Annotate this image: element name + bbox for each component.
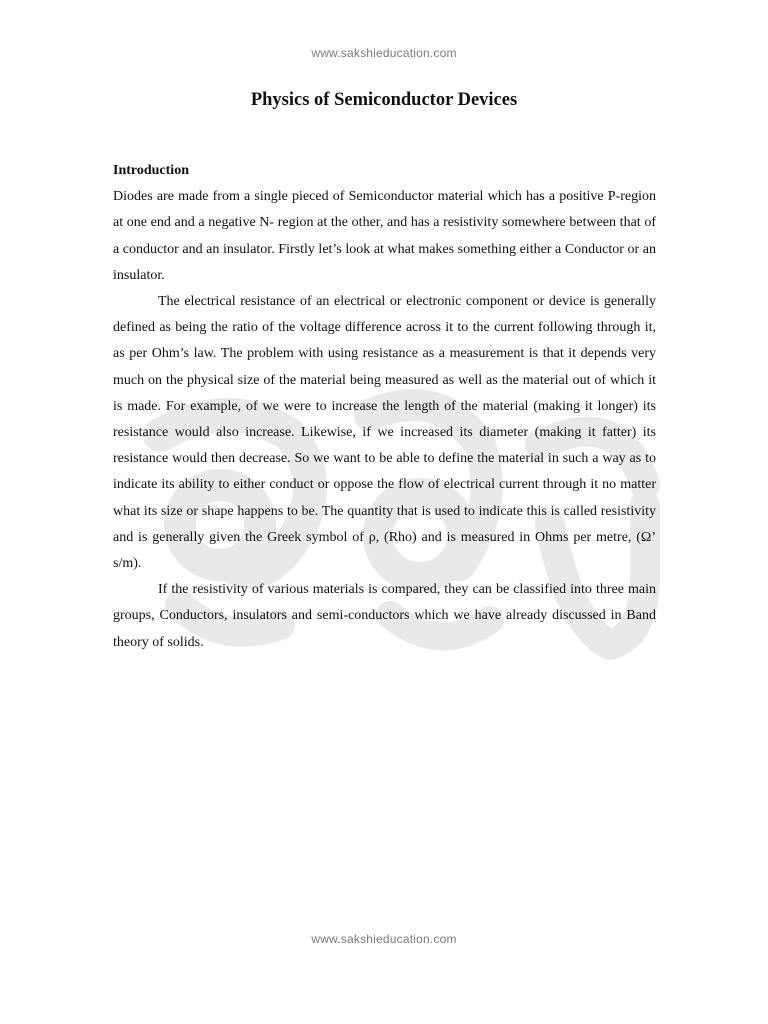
paragraph-2: The electrical resistance of an electrical or electronic component or device is generally defined as being the ratio of the voltage difference across it to the current following through it, as per Ohm’s law. The problem with using resistance as a measurement is that it depends very much on the physical size of the material being measured as well as the material out of which it is made. For example, of we were to increase the length of the material (making it longer) its resistance would also increase. Likewise, if we increased its diameter (making it fatter) its resistance would then decrease. So we want to be able to define the material in such a way as to indicate its ability to either conduct or oppose the flow of electrical current through it no matter what its size or shape happens to be. The quantity that is used to indicate this is called resistivity and is generally given the Greek symbol of ρ, (Rho) and is measured in Ohms per metre, (Ω’ s/m). [113,294,656,572]
document-body [113,158,656,656]
paragraph-3: If the resistivity of various materials is compared, they can be classified into three main groups, Conductors, insulators and semi-conductors which we have already discussed in Band theory of solids. [113,582,656,650]
header-url[interactable]: www.sakshieducation.com [311,46,457,60]
footer-url[interactable]: www.sakshieducation.com [311,932,457,946]
document-title: Physics of Semiconductor Devices [250,90,518,110]
paragraph-1: Diodes are made from a single pieced of Semiconductor material which has a positive P-region at one end and a negative N- region at the other, and has a resistivity somewhere between that of a conductor and an insulator. Firstly let’s look at what makes something either a Conductor or an insulator. [113,189,656,283]
section-heading-introduction: Introduction [113,163,189,178]
